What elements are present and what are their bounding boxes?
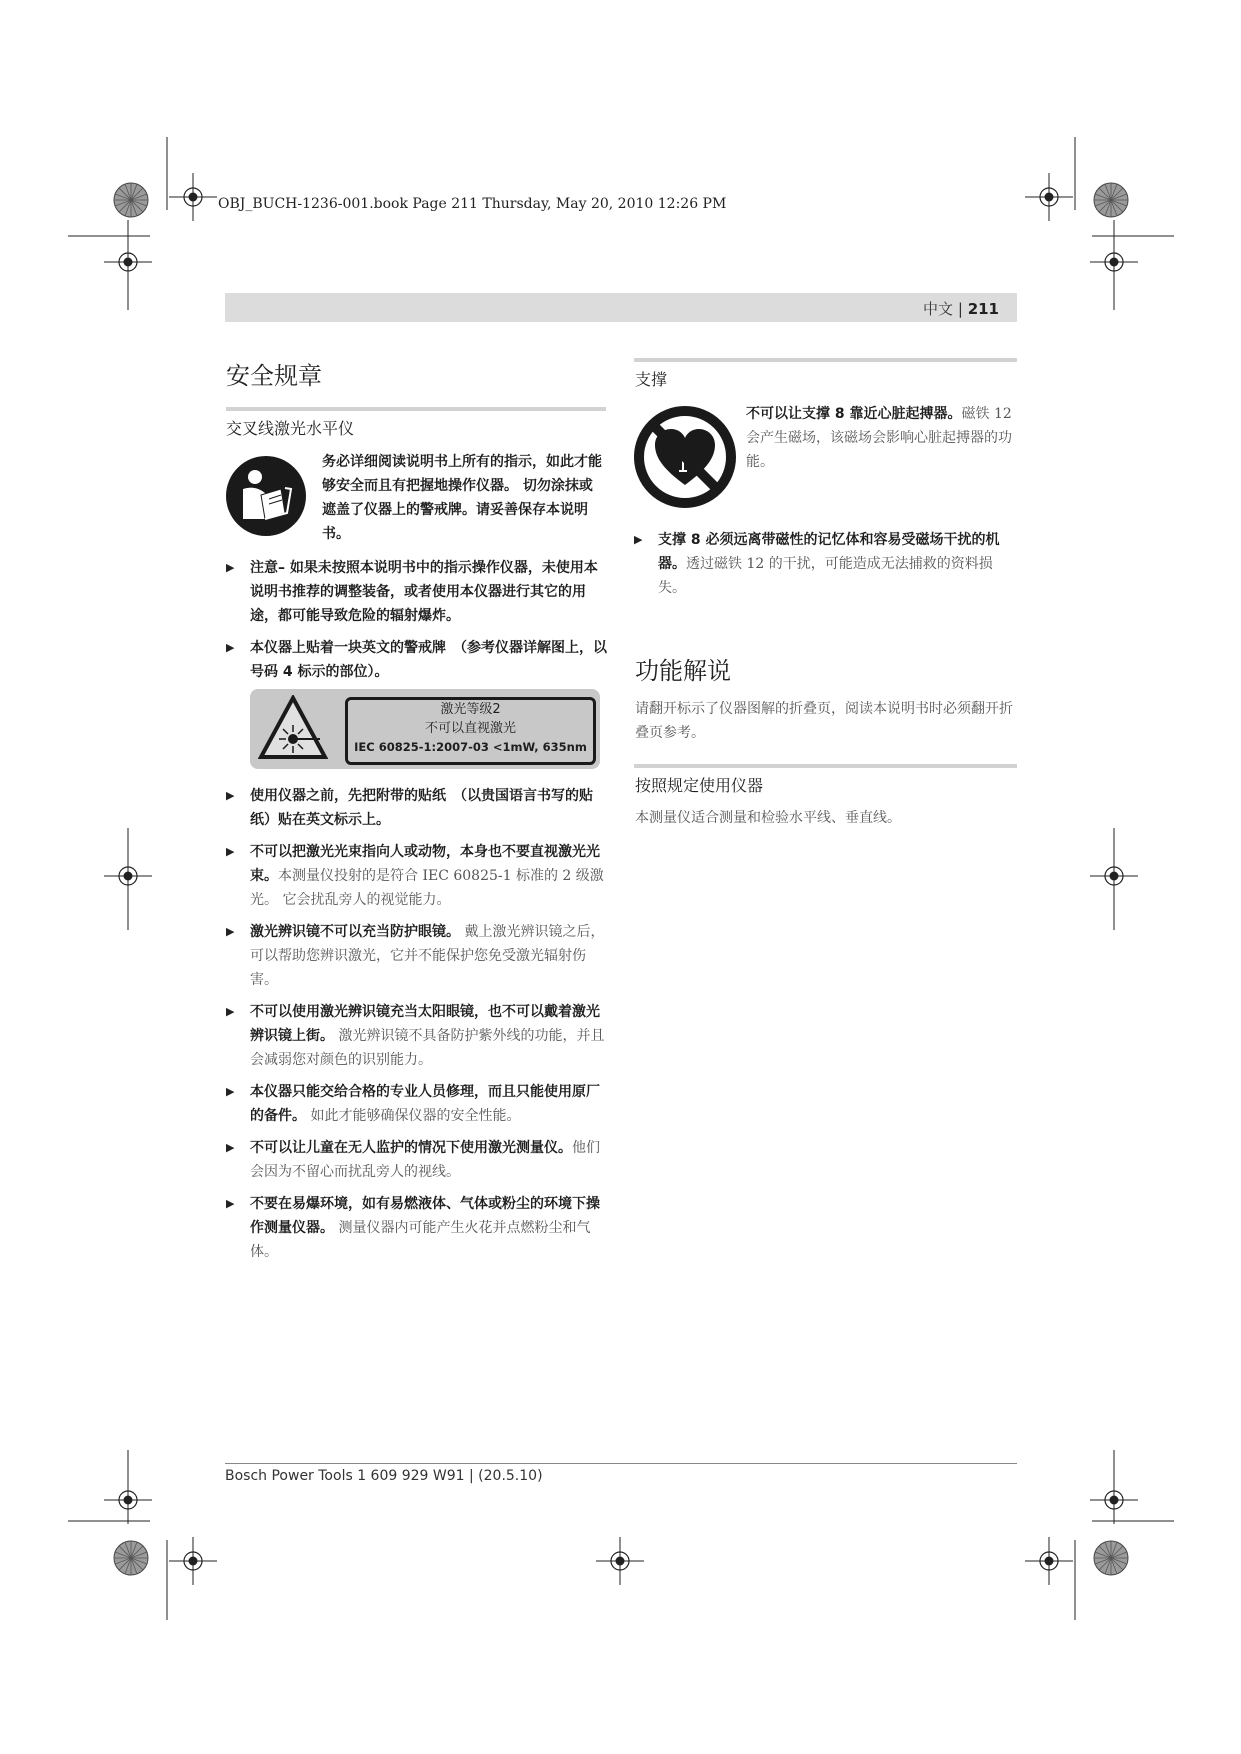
intended-use-text: 本测量仪适合测量和检验水平线、垂直线。: [635, 810, 901, 826]
laser-label-line2: 不可以直视激光: [424, 721, 516, 736]
list-item-normal: 透过磁铁 12 的干扰，可能造成无法捕救的资料损失。: [658, 556, 993, 596]
header-separator: |: [957, 300, 963, 318]
list-item-bold: 不可以使用激光辨识镜充当太阳眼镜，也不可以戴着激光辨识镜上街。: [250, 1004, 600, 1044]
page-header-text: [923, 298, 999, 319]
section-title-intended-use: 按照规定使用仪器: [635, 776, 764, 795]
list-item: [226, 1000, 610, 1072]
bullet-arrow-icon: ▶: [226, 1085, 235, 1098]
list-item-bold: 不可以把激光光束指向人或动物，本身也不要直视激光光束。: [250, 844, 600, 884]
bullet-arrow-icon: ▶: [226, 925, 235, 938]
list-item-normal: 激光辨识镜不具备防护紫外线的功能，并且会减弱您对颜色的识别能力。: [250, 1028, 605, 1068]
list-item-bold: 不可以让儿童在无人监护的情况下使用激光测量仪。: [250, 1140, 572, 1156]
bullet-arrow-icon: ▶: [226, 1197, 235, 1210]
list-item-text: 使用仪器之前，先把附带的贴纸 （以贵国语言书写的贴纸）贴在英文标示上。: [250, 788, 593, 828]
list-item: [226, 636, 610, 684]
color-wheel-icon: [1094, 183, 1128, 217]
list-item: [634, 528, 1018, 600]
list-item: [226, 1192, 610, 1264]
read-manual-icon: [225, 455, 307, 537]
bullet-arrow-icon: ▶: [226, 641, 235, 654]
section-rule: [634, 358, 1017, 362]
printer-info-line: OBJ_BUCH-1236-001.book Page 211 Thursday, May 20, 2010 12:26 PM: [218, 196, 727, 212]
section-rule: [226, 407, 606, 411]
registration-mark-icon: [1025, 1537, 1073, 1585]
color-wheel-icon: [114, 183, 148, 217]
list-item-normal: 戴上激光辨识镜之后，可以帮助您辨识激光，它并不能保护您免受激光辐射伤害。: [250, 924, 605, 988]
laser-label-textbox: [345, 697, 596, 765]
list-item-bold: 本仪器只能交给合格的专业人员修理，而且只能使用原厂的备件。: [250, 1084, 600, 1124]
list-item: [226, 1136, 610, 1184]
section-rule: [634, 764, 1017, 768]
safety-intro-text: 务必详细阅读说明书上所有的指示，如此才能够安全而且有把握地操作仪器。 切勿涂抹或遮盖了仪器上的警戒牌。请妥善保存本说明书。: [322, 454, 602, 542]
support-intro-text: [746, 402, 1016, 474]
list-item-normal: 如此才能够确保仪器的安全性能。: [306, 1108, 521, 1124]
list-item-text: 注意– 如果未按照本说明书中的指示操作仪器，未使用本说明书推荐的调整装备，或者使用本仪器进行其它的用途，都可能导致危险的辐射爆炸。: [250, 560, 598, 624]
list-item-bold: 激光辨识镜不可以充当防护眼镜。: [250, 924, 460, 940]
list-item-normal: 他们会因为不留心而扰乱旁人的视线。: [250, 1140, 600, 1180]
color-wheel-icon: [114, 1541, 148, 1575]
list-item-text: 本仪器上贴着一块英文的警戒牌 （参考仪器详解图上，以号码 4 标示的部位）。: [250, 640, 607, 680]
laser-label-line1: 激光等级2: [440, 702, 501, 717]
list-item-normal: 本测量仪投射的是符合 IEC 60825-1 标准的 2 级激光。 它会扰乱旁人的视觉能力。: [250, 868, 604, 908]
registration-mark-icon: [1025, 173, 1073, 221]
page-number: 211: [967, 300, 999, 318]
function-text: 请翻开标示了仪器图解的折叠页，阅读本说明书时必须翻开折叠页参考。: [635, 701, 1013, 741]
section-title-support: 支撑: [635, 370, 668, 389]
list-item-bold: 支撑 8 必须远离带磁性的记忆体和容易受磁场干扰的机器。: [658, 532, 1000, 572]
section-title-safety: 安全规章: [226, 362, 322, 390]
page-header-bar: [225, 293, 1017, 322]
color-wheel-icon: [1094, 1541, 1128, 1575]
no-pacemaker-icon: [633, 405, 737, 509]
laser-warning-icon: [258, 695, 328, 761]
footer-rule: [225, 1463, 1017, 1464]
list-item: [226, 920, 610, 992]
subtitle-cross-line-laser: 交叉线激光水平仪: [226, 419, 355, 438]
laser-label-line3: IEC 60825-1:2007-03 <1mW, 635nm: [354, 740, 587, 754]
bullet-arrow-icon: ▶: [634, 533, 643, 546]
section-title-function: 功能解说: [635, 657, 731, 685]
page-footer: Bosch Power Tools 1 609 929 W91 | (20.5.10): [225, 1468, 543, 1484]
registration-mark-icon: [169, 1537, 217, 1585]
bullet-arrow-icon: ▶: [226, 789, 235, 802]
support-intro-normal: 磁铁 12 会产生磁场，该磁场会影响心脏起搏器的功能。: [746, 406, 1012, 470]
bullet-arrow-icon: ▶: [226, 1141, 235, 1154]
header-language: 中文: [923, 300, 954, 318]
bullet-arrow-icon: ▶: [226, 561, 235, 574]
bullet-arrow-icon: ▶: [226, 845, 235, 858]
support-intro-bold: 不可以让支撑 8 靠近心脏起搏器。: [746, 406, 962, 422]
registration-mark-icon: [169, 173, 217, 221]
bullet-arrow-icon: ▶: [226, 1005, 235, 1018]
list-item-normal: 测量仪器内可能产生火花并点燃粉尘和气体。: [250, 1220, 591, 1260]
list-item: [226, 840, 610, 912]
list-item: [226, 556, 610, 628]
list-item: [226, 784, 610, 832]
registration-mark-icon: [596, 1537, 644, 1585]
laser-warning-label: [250, 689, 600, 769]
list-item: [226, 1080, 610, 1128]
list-item-bold: 不要在易爆环境，如有易燃液体、气体或粉尘的环境下操作测量仪器。: [250, 1196, 600, 1236]
